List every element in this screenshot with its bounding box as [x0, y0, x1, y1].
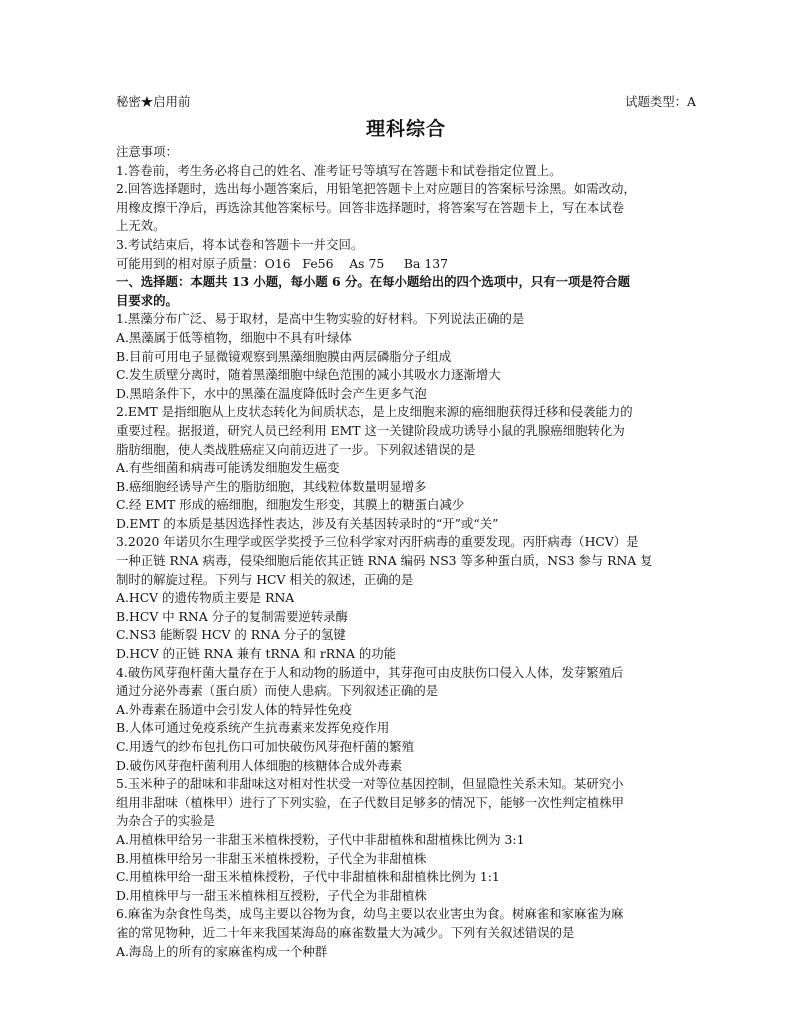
option-c: C.用植株甲给一甜玉米植株授粉，子代中非甜植株和甜植株比例为 1:1 [116, 869, 500, 885]
question-1 [116, 310, 696, 403]
question-stem: 4.破伤风芽孢杆菌大量存在于人和动物的肠道中，其芽孢可由皮肤伤口侵入人体，发芽繁殖后 [116, 664, 624, 680]
question-stem: 5.玉米种子的甜味和非甜味这对相对性状受一对等位基因控制，但显隐性关系未知。某研究小 [116, 776, 624, 792]
question-stem: 脂肪细胞，使人类战胜癌症又向前迈进了一步。下列叙述错误的是 [116, 441, 476, 457]
option-c: C.发生质壁分离时，随着黑藻细胞中绿色范围的减小其吸水力逐渐增大 [116, 367, 501, 383]
question-stem: 通过分泌外毒素（蛋白质）而使人患病。下列叙述正确的是 [116, 683, 439, 699]
question-stem: 6.麻雀为杂食性鸟类，成鸟主要以谷物为食，幼鸟主要以农业害虫为食。树麻雀和家麻雀为麻 [116, 906, 624, 922]
option-a: A.用植株甲给另一非甜玉米植株授粉，子代中非甜植株和甜植株比例为 3:1 [116, 831, 525, 847]
question-stem: 重要过程。据报道，研究人员已经利用 EMT 这一关键阶段成功诱导小鼠的乳腺癌细胞转化为 [116, 422, 625, 438]
notice-heading: 注意事项： [116, 144, 178, 159]
notice-item-2-line-2: 用橡皮擦干净后，再选涂其他答案标号。回答非选择题时，将答案写在答题卡上，写在本试卷 [116, 199, 625, 215]
option-d: D.用植株甲与一甜玉米植株相互授粉，子代全为非甜植株 [116, 887, 427, 903]
notice-item-3: 3.考试结束后，将本试卷和答题卡一并交回。 [116, 236, 364, 252]
option-b: B.癌细胞经诱导产生的脂肪细胞，其线粒体数量明显增多 [116, 478, 427, 494]
header-row [116, 92, 696, 112]
question-stem: 一种正链 RNA 病毒，侵染细胞后能依其正链 RNA 编码 NS3 等多种蛋白质，NS3 参与 RNA 复 [116, 553, 653, 569]
option-c: C.用透气的纱布包扎伤口可加快破伤风芽孢杆菌的繁殖 [116, 739, 414, 754]
section-heading-line-1: 一、选择题：本题共 13 小题，每小题 6 分。在每小题给出的四个选项中，只有一项是符合题 [116, 274, 630, 290]
notice-item-2-line-3: 上无效。 [116, 218, 166, 234]
option-a: A.HCV 的遗传物质主要是 RNA [116, 590, 295, 606]
option-a: A.黑藻属于低等植物，细胞中不具有叶绿体 [116, 329, 352, 345]
option-c: C.NS3 能断裂 HCV 的 RNA 分子的氢键 [116, 627, 346, 643]
notice-item-1: 1.答卷前，考生务必将自己的姓名、准考证号等填写在答题卡和试卷指定位置上。 [116, 162, 562, 178]
question-5 [116, 775, 696, 905]
atomic-mass-line: 可能用到的相对原子质量：O16 Fe56 As 75 Ba 137 [116, 255, 448, 271]
question-stem: 制时的解旋过程。下列与 HCV 相关的叙述，正确的是 [116, 571, 414, 587]
page-title: 理科综合 [365, 118, 446, 140]
option-b: B.HCV 中 RNA 分子的复制需要逆转录酶 [116, 608, 348, 624]
question-stem: 为杂合子的实验是 [116, 813, 216, 829]
section-heading [116, 273, 696, 310]
exam-page [116, 92, 696, 961]
option-d: D.EMT 的本质是基因选择性表达，涉及有关基因转录时的“开”或“关” [116, 515, 499, 531]
option-c: C.经 EMT 形成的癌细胞，细胞发生形变，其膜上的糖蛋白减少 [116, 497, 465, 513]
option-a: A.海岛上的所有的家麻雀构成一个种群 [116, 943, 328, 959]
confidential-label: 秘密★启用前 [116, 94, 191, 109]
option-b: B.目前可用电子显微镜观察到黑藻细胞膜由两层磷脂分子组成 [116, 348, 452, 364]
question-stem: 2.EMT 是指细胞从上皮状态转化为间质状态，是上皮细胞来源的癌细胞获得迁移和侵袭能力的 [116, 404, 633, 420]
option-b: B.用植株甲给另一非甜玉米植株授粉，子代全为非甜植株 [116, 850, 427, 866]
question-stem: 3.2020 年诺贝尔生理学或医学奖授予三位科学家对丙肝病毒的重要发现。丙肝病毒（HCV）是 [116, 534, 639, 550]
paper-type-label: 试题类型：A [625, 94, 696, 109]
question-3 [116, 533, 696, 663]
notice-item-2-line-1: 2.回答选择题时，选出每小题答案后，用铅笔把答题卡上对应题目的答案标号涂黑。如需改动， [116, 181, 636, 197]
question-6 [116, 905, 696, 961]
option-a: A.有些细菌和病毒可能诱发细胞发生癌变 [116, 460, 340, 476]
question-4 [116, 664, 696, 776]
question-stem: 组用非甜味（植株甲）进行了下列实验，在子代数目足够多的情况下，能够一次性判定植株甲 [116, 794, 625, 810]
section-heading-line-2: 目要求的。 [116, 292, 178, 308]
question-stem: 雀的常见物种，近二十年来我国某海岛的麻雀数量大为减少。下列有关叙述错误的是 [116, 924, 575, 940]
option-d: D.黑暗条件下，水中的黑藻在温度降低时会产生更多气泡 [116, 385, 427, 401]
question-stem: 1.黑藻分布广泛、易于取材，是高中生物实验的好材料。下列说法正确的是 [116, 311, 525, 327]
question-2 [116, 403, 696, 533]
option-a: A.外毒素在肠道中会引发人体的特异性免疫 [116, 701, 352, 717]
notice-block [116, 143, 696, 273]
option-d: D.HCV 的正链 RNA 兼有 tRNA 和 rRNA 的功能 [116, 646, 397, 662]
option-d: D.破伤风芽孢杆菌利用人体细胞的核糖体合成外毒素 [116, 757, 403, 773]
option-b: B.人体可通过免疫系统产生抗毒素来发挥免疫作用 [116, 720, 390, 736]
